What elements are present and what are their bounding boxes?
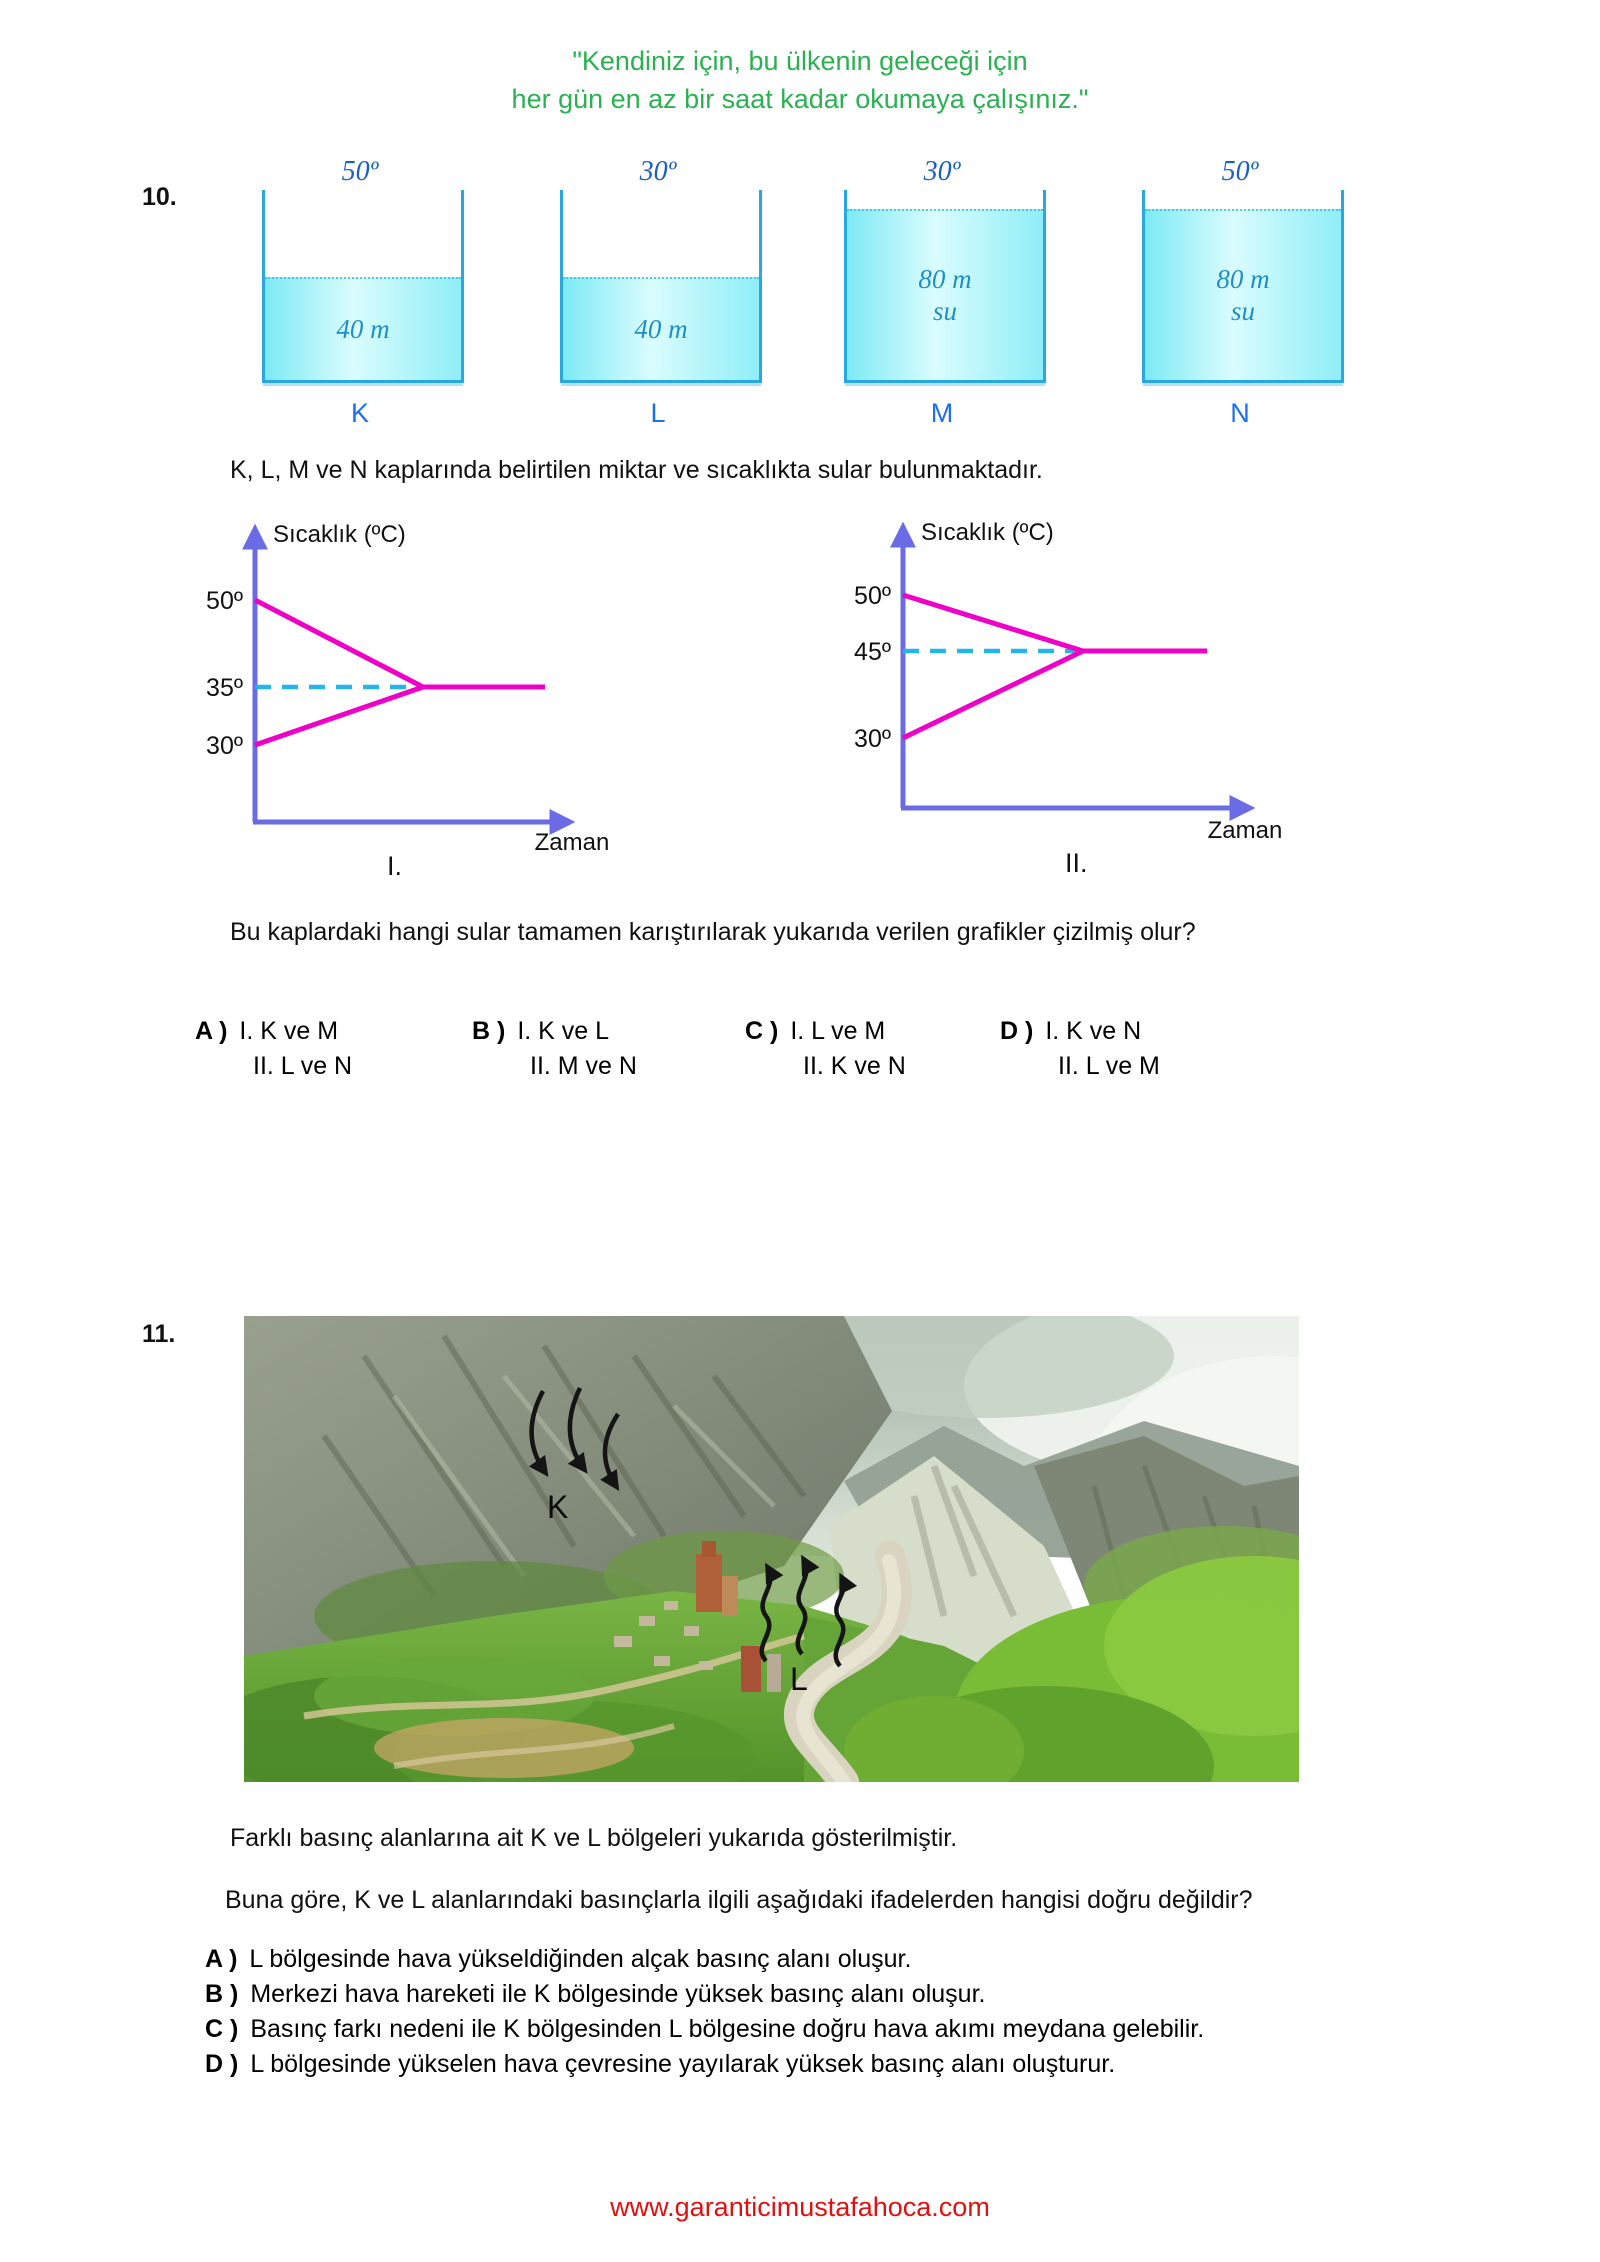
option-letter: A )	[195, 1017, 228, 1045]
option-line2: II. K ve N	[803, 1052, 906, 1080]
water-k-amount: 40 m	[336, 313, 390, 344]
option-letter: C )	[205, 2015, 239, 2043]
tick-45: 45º	[854, 638, 891, 666]
option-letter: A )	[205, 1945, 238, 1973]
q10-option-a	[195, 1014, 352, 1084]
option-line2: II. M ve N	[530, 1052, 637, 1080]
container-m-name: M	[930, 398, 954, 428]
option-text: L bölgesinde yükselen hava çevresine yayılarak yüksek basınç alanı oluşturur.	[250, 2050, 1116, 2078]
tick-50: 50º	[206, 587, 243, 615]
option-letter: B )	[472, 1017, 506, 1045]
option-line1: I. K ve M	[239, 1017, 339, 1045]
q10-option-d	[1000, 1014, 1160, 1084]
town-building	[767, 1654, 781, 1692]
valley-photo	[244, 1316, 1299, 1782]
option-text: L bölgesinde hava yükseldiğinden alçak basınç alanı oluşur.	[249, 1945, 912, 1973]
water-l	[563, 277, 759, 380]
container-m-temp: 30º	[923, 156, 961, 187]
container-k	[262, 190, 464, 383]
warming-curve	[903, 651, 1207, 738]
tick-50: 50º	[854, 582, 891, 610]
water-n	[1145, 209, 1341, 380]
option-line2: II. L ve M	[1058, 1052, 1160, 1080]
container-l	[560, 190, 762, 383]
town-tower	[696, 1554, 722, 1612]
town-building	[722, 1576, 738, 1616]
option-text: Basınç farkı nedeni ile K bölgesinden L bölgesine doğru hava akımı meydana gelebilir.	[250, 2015, 1205, 2043]
x-axis-label: Zaman	[1207, 817, 1283, 844]
q11-option-c	[205, 2012, 1204, 2047]
option-letter: C )	[745, 1017, 779, 1045]
y-axis-label: Sıcaklık (ºC)	[273, 521, 406, 548]
header-quote-line2: her gün en az bir saat kadar okumaya çalışınız."	[511, 84, 1089, 114]
option-line1: I. K ve L	[517, 1017, 610, 1045]
option-letter: D )	[205, 2050, 239, 2078]
l-region-label: L	[790, 1661, 808, 1697]
water-m-amount: 80 m	[918, 263, 972, 294]
water-n-amount2: su	[1230, 295, 1255, 326]
question-10-number: 10.	[142, 183, 177, 211]
option-text: Merkezi hava hareketi ile K bölgesinde yüksek basınç alanı oluşur.	[250, 1980, 986, 2008]
graph-2	[825, 500, 1325, 885]
cooling-curve	[255, 600, 545, 687]
q11-option-d	[205, 2047, 1204, 2082]
header-quote-line1: "Kendiniz için, bu ülkenin geleceği için	[572, 46, 1028, 76]
container-k-temp: 50º	[341, 156, 379, 187]
water-m	[847, 209, 1043, 380]
y-axis-label: Sıcaklık (ºC)	[921, 519, 1054, 546]
question-11-number: 11.	[142, 1320, 176, 1348]
water-n-amount: 80 m	[1216, 263, 1270, 294]
container-m	[844, 190, 1046, 383]
q10-option-b	[472, 1014, 637, 1084]
sandy-field	[374, 1718, 634, 1778]
option-line1: I. L ve M	[790, 1017, 886, 1045]
container-k-name: K	[350, 398, 369, 428]
option-letter: B )	[205, 1980, 239, 2008]
water-m-amount2: su	[932, 295, 957, 326]
tick-35: 35º	[206, 674, 243, 702]
q11-statement-text: Farklı basınç alanlarına ait K ve L bölgeleri yukarıda gösterilmiştir.	[230, 1824, 958, 1852]
container-l-name: L	[650, 398, 666, 428]
option-line1: I. K ve N	[1045, 1017, 1142, 1045]
option-letter: D )	[1000, 1017, 1034, 1045]
container-n-name: N	[1230, 398, 1250, 428]
q11-option-b	[205, 1977, 1204, 2012]
graph-2-caption: II.	[1065, 848, 1088, 878]
q10-option-c	[745, 1014, 906, 1084]
tick-30: 30º	[206, 732, 243, 760]
water-k	[265, 277, 461, 380]
container-n-temp: 50º	[1221, 156, 1259, 187]
footer-url: www.garanticimustafahoca.com	[610, 2192, 990, 2222]
q10-question-text: Bu kaplardaki hangi sular tamamen karıştırılarak yukarıda verilen grafikler çizilmiş olur?	[230, 918, 1196, 946]
x-axis-label: Zaman	[534, 829, 610, 856]
water-l-amount: 40 m	[634, 313, 688, 344]
graph-1-caption: I.	[387, 851, 403, 881]
k-region-label: K	[547, 1489, 569, 1525]
graph-1	[165, 500, 665, 885]
container-l-temp: 30º	[639, 156, 677, 187]
tick-30: 30º	[854, 725, 891, 753]
q11-question-text: Buna göre, K ve L alanlarındaki basınçlarla ilgili aşağıdaki ifadelerden hangisi doğru değildir?	[225, 1886, 1253, 1914]
option-line2: II. L ve N	[253, 1052, 353, 1080]
q11-options	[205, 1942, 1204, 2082]
warming-curve	[255, 687, 545, 745]
town-tower	[702, 1541, 716, 1557]
container-n	[1142, 190, 1344, 383]
q10-intro-text: K, L, M ve N kaplarında belirtilen miktar ve sıcaklıkta sular bulunmaktadır.	[230, 456, 1043, 484]
cooling-curve	[903, 595, 1207, 651]
town-building	[741, 1646, 761, 1692]
q11-option-a	[205, 1942, 1204, 1977]
